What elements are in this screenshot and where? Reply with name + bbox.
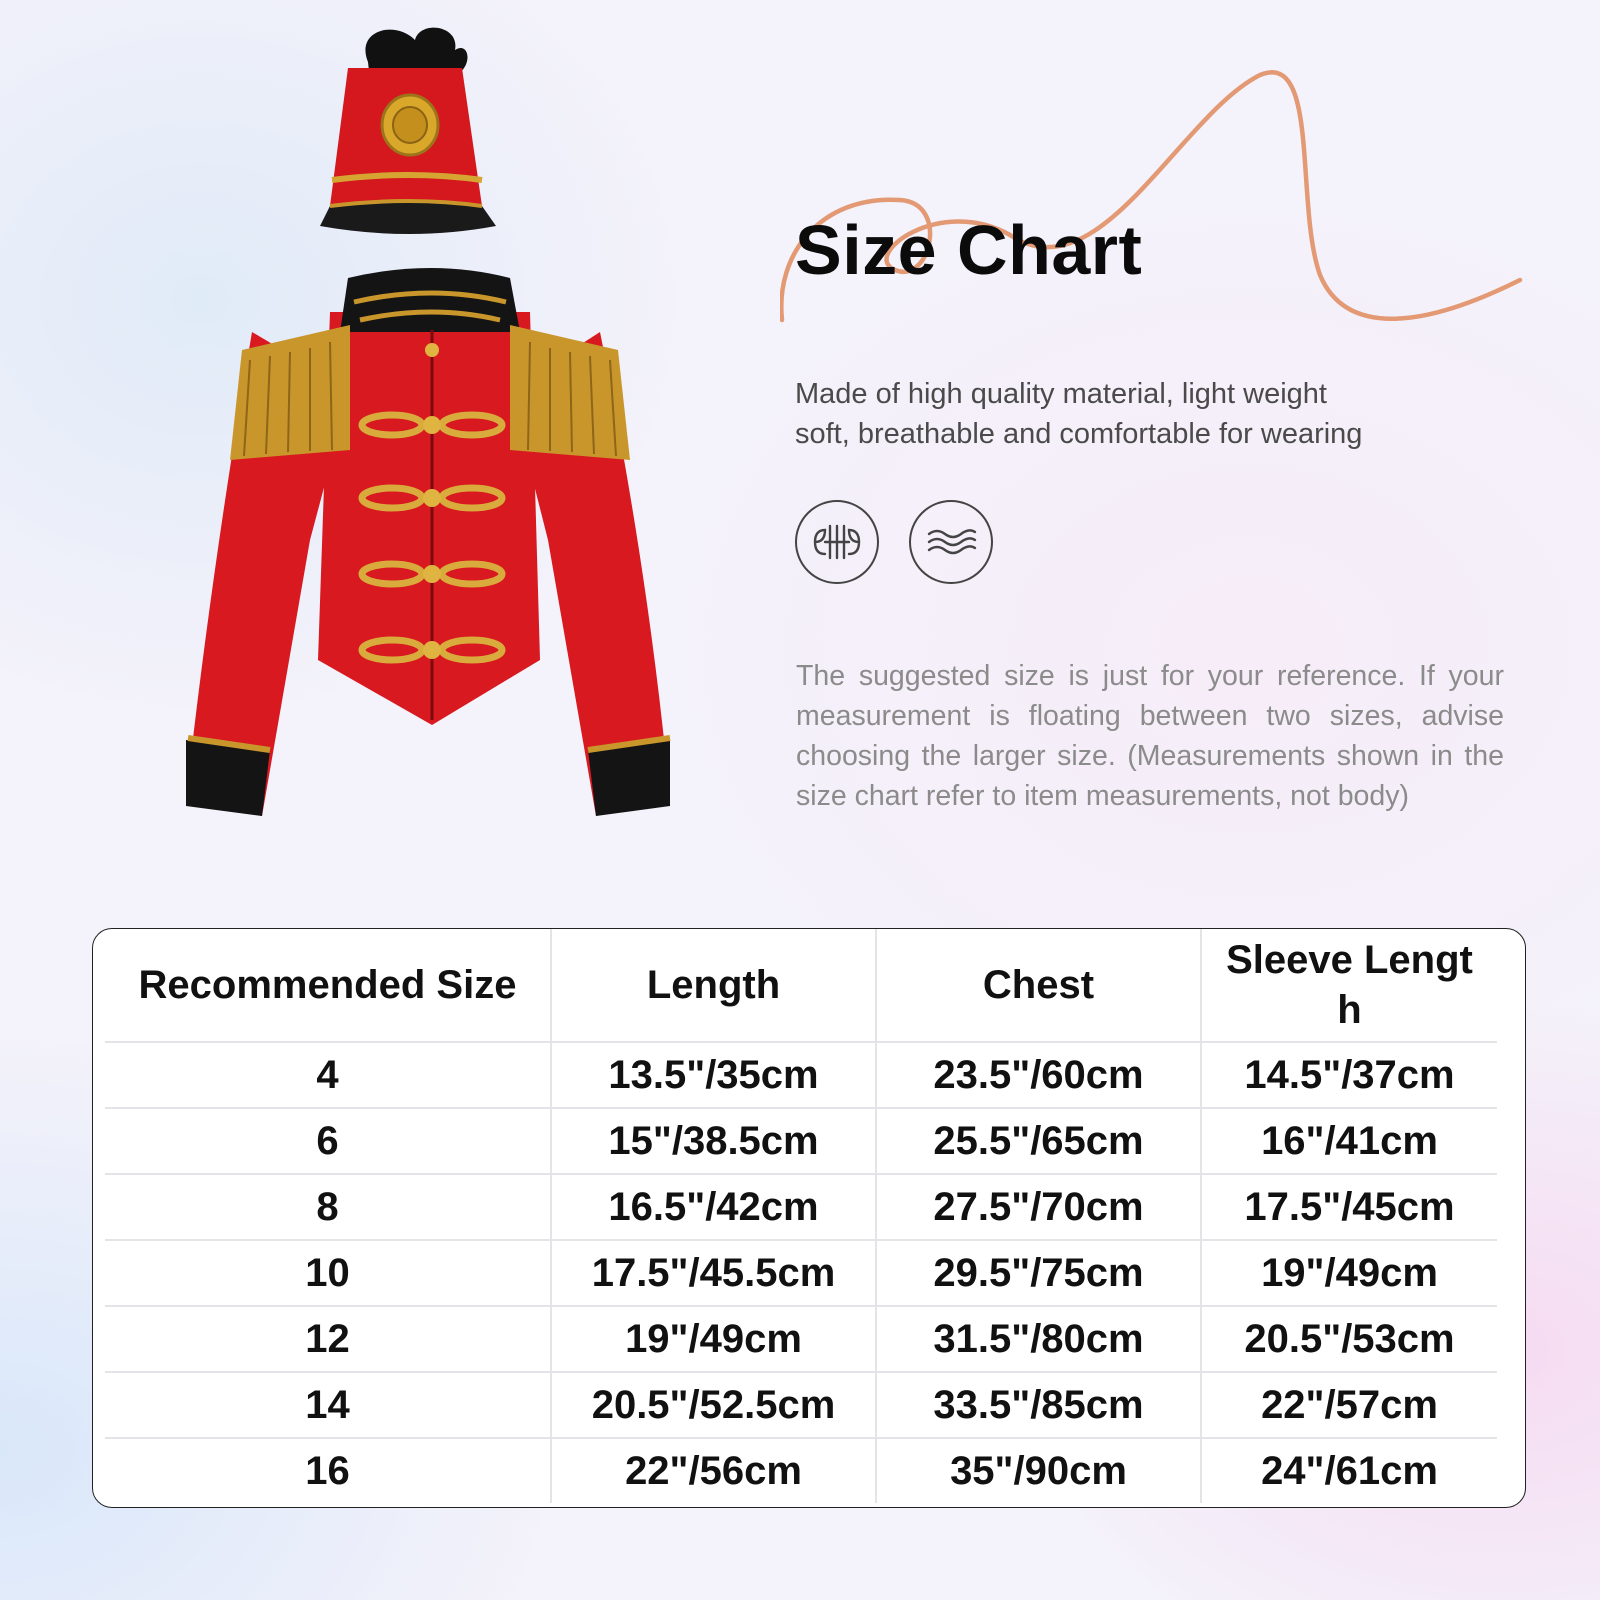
- chest-cell: 35"/90cm: [876, 1438, 1201, 1503]
- size-cell: 12: [105, 1306, 551, 1372]
- header-recommended-size: Recommended Size: [105, 929, 551, 1042]
- size-note: The suggested size is just for your reference. If your measurement is floating between two sizes, advise choosing the larger size. (Measurements shown in the size chart refer to item measurements, not body): [796, 660, 1504, 812]
- breathable-icon: [795, 500, 879, 584]
- sleeve-cell: 24"/61cm: [1261, 1448, 1438, 1493]
- band-hat: [320, 28, 496, 234]
- band-jacket: [186, 268, 670, 816]
- length-cell: 15"/38.5cm: [551, 1108, 876, 1174]
- table-row: [105, 1108, 1497, 1174]
- length-cell: 13.5"/35cm: [551, 1042, 876, 1108]
- material-description: [795, 374, 1435, 454]
- chest-cell: 33.5"/85cm: [876, 1372, 1201, 1438]
- header-chest: Chest: [876, 929, 1201, 1042]
- description-line: soft, breathable and comfortable for wearing: [795, 418, 1363, 450]
- sleeve-cell: 19"/49cm: [1201, 1240, 1497, 1306]
- decorative-curve: [780, 55, 1540, 345]
- size-cell: 6: [105, 1108, 551, 1174]
- chest-cell: 25.5"/65cm: [876, 1108, 1201, 1174]
- size-table-card: [92, 928, 1526, 1508]
- size-cell: 14: [105, 1372, 551, 1438]
- sleeve-cell: 17.5"/45cm: [1201, 1174, 1497, 1240]
- table-row: [105, 1306, 1497, 1372]
- sleeve-cell: 16"/41cm: [1201, 1108, 1497, 1174]
- chest-cell: 23.5"/60cm: [876, 1042, 1201, 1108]
- page-title: Size Chart: [795, 211, 1143, 289]
- sleeve-cell: 14.5"/37cm: [1201, 1042, 1497, 1108]
- product-image: [170, 20, 690, 840]
- soft-fabric-icon: [909, 500, 993, 584]
- length-cell: 20.5"/52.5cm: [551, 1372, 876, 1438]
- feature-icons: [795, 500, 993, 584]
- chest-cell: 29.5"/75cm: [876, 1240, 1201, 1306]
- sleeve-cell: 22"/57cm: [1201, 1372, 1497, 1438]
- size-cell: 10: [105, 1240, 551, 1306]
- header-sleeve-length: Sleeve Length: [1201, 929, 1497, 1042]
- table-row: [105, 1042, 1497, 1108]
- table-row: [105, 1438, 1497, 1503]
- table-row: [105, 1240, 1497, 1306]
- size-table: [105, 929, 1497, 1503]
- length-cell: 19"/49cm: [551, 1306, 876, 1372]
- length-cell: 17.5"/45.5cm: [551, 1240, 876, 1306]
- header-length: Length: [551, 929, 876, 1042]
- size-cell: 4: [105, 1042, 551, 1108]
- sleeve-cell: 20.5"/53cm: [1201, 1306, 1497, 1372]
- length-cell: 22"/56cm: [551, 1438, 876, 1503]
- chest-cell: 27.5"/70cm: [876, 1174, 1201, 1240]
- table-header-row: [105, 929, 1497, 1042]
- chest-cell: 31.5"/80cm: [876, 1306, 1201, 1372]
- length-cell: 16.5"/42cm: [551, 1174, 876, 1240]
- table-row: [105, 1174, 1497, 1240]
- size-cell: 16: [105, 1438, 551, 1503]
- table-row: [105, 1372, 1497, 1438]
- size-cell: 8: [105, 1174, 551, 1240]
- description-line: Made of high quality material, light weight: [795, 378, 1327, 410]
